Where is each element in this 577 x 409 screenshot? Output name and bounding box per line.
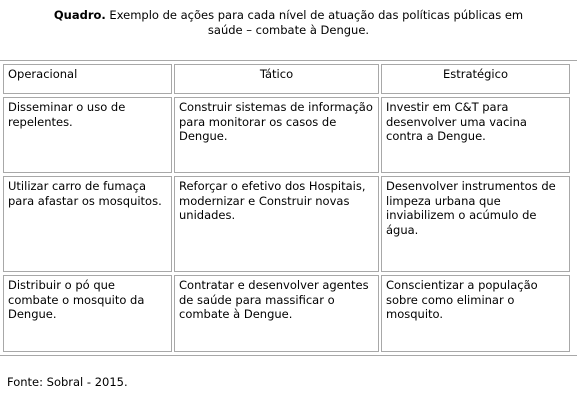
caption-text-line-1: Exemplo de ações para cada nível de atuação das políticas públicas em [109,8,524,22]
caption-text-line-2: saúde – combate à Dengue. [207,23,370,37]
header-cell-tatico: Tático [174,64,379,94]
table-cell-estrategico: Desenvolver instrumentos de limpeza urbana que inviabilizem o acúmulo de água. [381,176,570,272]
caption-label: Quadro. [53,8,106,22]
source-note: Fonte: Sobral - 2015. [7,375,128,389]
table-cell-estrategico: Conscientizar a população sobre como eliminar o mosquito. [381,275,570,352]
table-cell-operacional: Utilizar carro de fumaça para afastar os mosquitos. [3,176,172,272]
caption-line-1 [0,8,577,23]
table-cell-operacional: Disseminar o uso de repelentes. [3,97,172,173]
header-cell-estrategico: Estratégico [381,64,570,94]
table-cell-estrategico: Investir em C&T para desenvolver uma vacina contra a Dengue. [381,97,570,173]
table-cell-tatico: Construir sistemas de informação para monitorar os casos de Dengue. [174,97,379,173]
table-cell-tatico: Contratar e desenvolver agentes de saúde para massificar o combate à Dengue. [174,275,379,352]
table-caption [0,8,577,38]
table-cell-operacional: Distribuir o pó que combate o mosquito da Dengue. [3,275,172,352]
actions-table [0,60,577,356]
header-cell-operacional: Operacional [3,64,172,94]
table-cell-tatico: Reforçar o efetivo dos Hospitais, modernizar e Construir novas unidades. [174,176,379,272]
